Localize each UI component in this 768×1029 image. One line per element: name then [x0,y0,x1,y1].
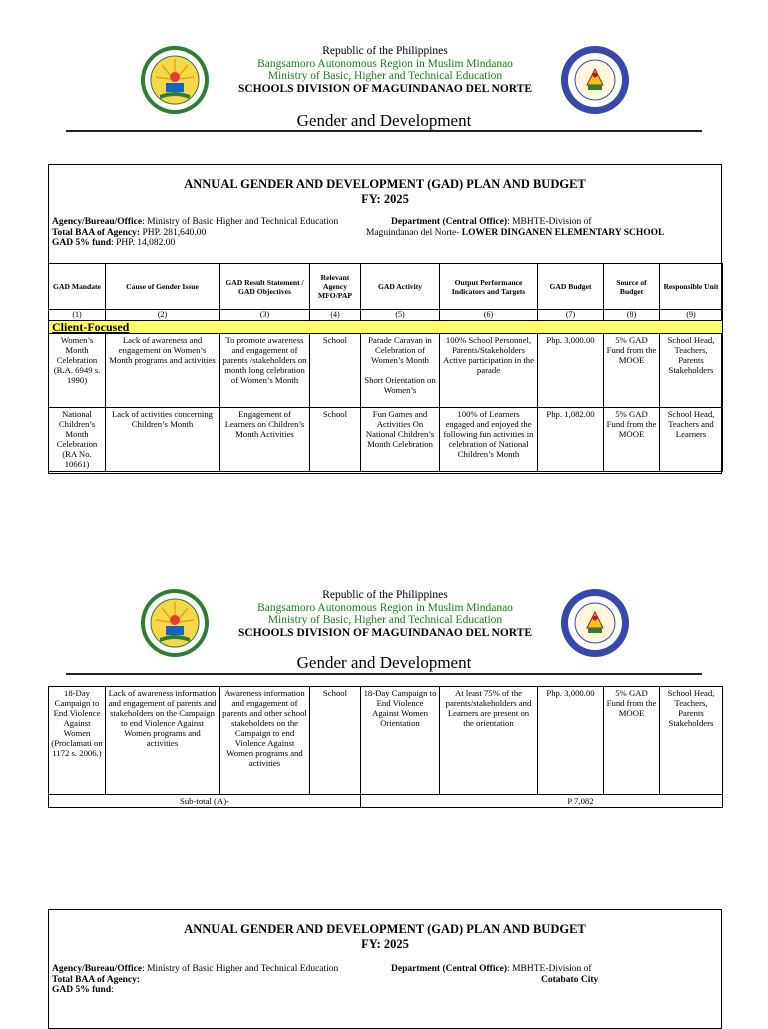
school-seal-icon [560,588,630,658]
header-cell: GAD Budget [538,264,604,310]
table-cell: National Children’s Month Celebration (RA No. 10661) [49,408,106,472]
table-cell: School [310,334,361,408]
table-cell: School [310,687,361,795]
agency-info [52,217,338,249]
agency-value: : Ministry of Basic Higher and Technical Education [142,964,339,974]
header-cell: Responsible Unit [660,264,723,310]
letterhead-text [200,589,570,639]
republic-line: Republic of the Philippines [322,589,448,601]
plan-title: ANNUAL GENDER AND DEVELOPMENT (GAD) PLAN AND BUDGET [184,177,586,191]
agency-label: Agency/Bureau/Office [52,217,143,227]
agency-label: Agency/Bureau/Office [52,964,143,974]
table-cell: 5% GAD Fund from the MOOE [604,408,660,472]
header-row [49,264,723,310]
dept-label: Department (Central Office) [391,964,508,974]
region-line: Bangsamoro Autonomous Region in Muslim Mindanao [257,601,513,614]
header-cell: Relevant Agency MFO/PAP [310,264,361,310]
table-cell: Php. 1,082.00 [538,408,604,472]
table-cell: Lack of awareness information and engagement of parents and stakeholders on the Campaign to end Violence Against Women programs and activities [106,687,220,795]
republic-line: Republic of the Philippines [322,45,448,57]
subtotal-row [49,795,723,808]
dept-line2: Maguindanao del Norte- [366,227,462,238]
table-cell: Women’s Month Celebration (R.A. 6949 s. 1990) [49,334,106,408]
header-cell: Source of Budget [604,264,660,310]
column-number: (6) [440,310,538,321]
baa-label: Total BAA of Agency: [52,227,141,238]
ministry-line: Ministry of Basic, Higher and Technical Education [267,70,503,82]
column-number: (2) [106,310,220,321]
plan-title: ANNUAL GENDER AND DEVELOPMENT (GAD) PLAN AND BUDGET [184,922,586,936]
agency-value: : Ministry of Basic Higher and Technical Education [142,217,339,227]
division-line: SCHOOLS DIVISION OF MAGUINDANAO DEL NORTE [237,626,533,639]
table-cell: At least 75% of the parents/stakeholders and Learners are present on the orientation [440,687,538,795]
baa-value: PHP. 281,640.00 [140,227,207,238]
table-row [49,408,723,472]
letterhead-text [200,45,570,95]
table-cell: 5% GAD Fund from the MOOE [604,687,660,795]
table-cell: Parade Caravan in Celebration of Women’s Month Short Orientation on Women’s [361,334,440,408]
column-number: (4) [310,310,361,321]
division-line: SCHOOLS DIVISION OF MAGUINDANAO DEL NORTE [237,82,533,95]
table-cell: Lack of awareness and engagement on Women’s Month programs and activities [106,334,220,408]
header-rule [66,130,702,132]
table-cell: Awareness information and engagement of parents and other school stakeholders on the Campaign to end Violence Against Women programs and activities [220,687,310,795]
column-number: (3) [220,310,310,321]
dept-label: Department (Central Office) [391,217,508,227]
gad-table-page2 [48,686,723,808]
column-number: (8) [604,310,660,321]
table-cell: School Head, Teachers and Learners [660,408,723,472]
column-number: (9) [660,310,723,321]
table-cell: School [310,408,361,472]
fund-value: : PHP. 14,082.00 [111,238,176,248]
table-cell: 100% School Personnel, Parents/Stakeholders Active participation in the parade [440,334,538,408]
table-cell: Engagement of Learners on Children’s Month Activities [220,408,310,472]
section-title: Gender and Development [296,111,472,130]
plan-fy: FY: 2025 [361,937,409,951]
baa-label: Total BAA of Agency: [52,974,141,985]
column-number: (1) [49,310,106,321]
header-cell: GAD Activity [361,264,440,310]
subtotal-amount: P 7,082 [567,796,594,806]
header-cell: GAD Mandate [49,264,106,310]
table-cell: 100% of Learners engaged and enjoyed the following fun activities in celebration of National Children’s Month [440,408,538,472]
gad-plan-frame-2 [48,909,722,1029]
column-number-row [49,310,723,321]
table-row [49,334,723,408]
gad-table-page1 [48,263,723,472]
dept-school: LOWER DINGANEN ELEMENTARY SCHOOL [461,227,665,238]
header-cell: Output Performance Indicators and Targets [440,264,538,310]
fund-label: GAD 5% fund [52,985,112,995]
header-cell: GAD Result Statement / GAD Objectives [220,264,310,310]
table-cell: Lack of activities concerning Children’s Month [106,408,220,472]
agency-info [52,964,338,996]
section-title: Gender and Development [296,653,472,672]
section-row [49,321,723,334]
dept-value: : MBHTE-Division of [507,217,592,227]
table-cell: 5% GAD Fund from the MOOE [604,334,660,408]
table-cell: 18-Day Campaign to End Violence Against Women Orientation [361,687,440,795]
table-cell: 18-Day Campaign to End Violence Against Women (Proclamati on 1172 s. 2006.) [49,687,106,795]
client-focused-label: Client-Focused [49,321,723,334]
table-cell: To promote awareness and engagement of parents /stakeholders on month long celebration of Women’s Month [220,334,310,408]
subtotal-label: Sub-total (A)- [49,795,361,808]
school-seal-icon [560,45,630,115]
dept-value: : MBHTE-Division of [507,964,592,974]
dept-line2: Cotabato City [541,974,599,985]
plan-fy: FY: 2025 [361,192,409,206]
region-line: Bangsamoro Autonomous Region in Muslim Mindanao [257,57,513,70]
ministry-line: Ministry of Basic, Higher and Technical Education [267,614,503,626]
column-number: (7) [538,310,604,321]
column-number: (5) [361,310,440,321]
table-cell: Php. 3,000.00 [538,334,604,408]
department-info [366,217,664,238]
department-info [391,964,598,985]
fund-label: GAD 5% fund [52,238,112,248]
subtotal-value [361,795,723,808]
header-cell: Cause of Gender Issue [106,264,220,310]
table-cell: School Head, Teachers, Parents Stakeholders [660,334,723,408]
table-cell: Fun Games and Activities On National Children’s Month Celebration [361,408,440,472]
table-cell: Php. 3,000.00 [538,687,604,795]
fund-value: : [111,985,114,995]
table-cell: School Head, Teachers, Parents Stakeholders [660,687,723,795]
table-row [49,687,723,795]
header-rule [66,673,702,675]
